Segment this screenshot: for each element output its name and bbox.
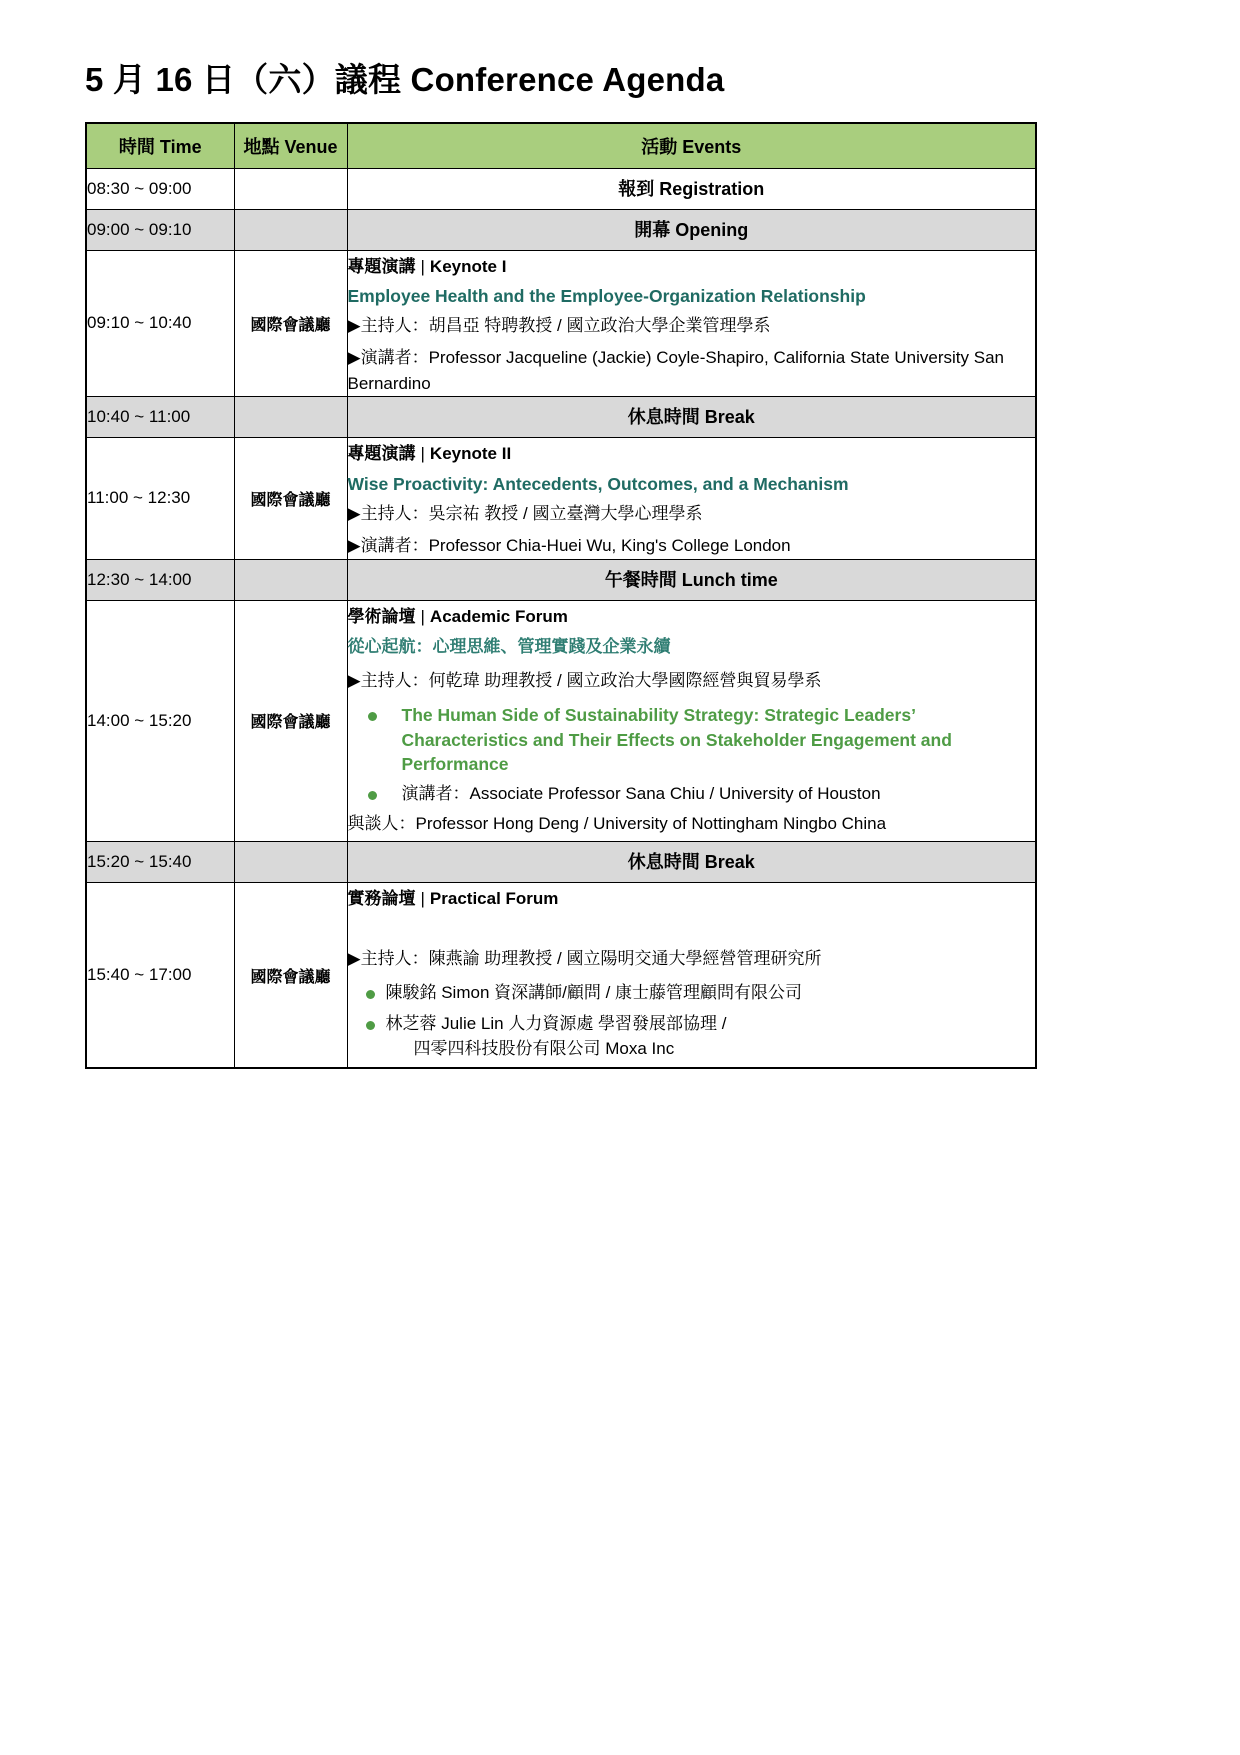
list-item: The Human Side of Sustainability Strategy: Strategic Leaders’ Characteristics and Their Effects on Stakeholder Engagement and Performance [362,703,1036,775]
row-time: 14:00 ~ 15:20 [86,600,234,841]
row-time: 09:10 ~ 10:40 [86,250,234,397]
session-heading-en: Practical Forum [429,889,559,909]
row-time: 11:00 ~ 12:30 [86,438,234,559]
row-time: 12:30 ~ 14:00 [86,559,234,600]
table-row [86,209,1036,250]
row-time: 15:40 ~ 17:00 [86,883,234,1069]
row-venue: 國際會議廳 [234,250,347,397]
forum-bullet-list [348,981,1036,1061]
panelist-name-line: 林芝蓉 Julie Lin 人力資源處 學習發展部協理 / [385,1013,727,1033]
row-time: 09:00 ~ 09:10 [86,209,234,250]
session-heading [348,605,1036,630]
table-row [86,168,1036,209]
session-host: ▶主持人：陳燕諭 助理教授 / 國立陽明交通大學經營管理研究所 [347,948,822,968]
page-title: 5 月 16 日（六）議程 Conference Agenda [85,61,725,98]
blank-spacer [348,918,1036,944]
row-venue: 國際會議廳 [234,438,347,559]
row-event: 休息時間 Break [347,397,1036,438]
row-event [347,600,1036,841]
session-heading-cn: 專題演講 [347,256,416,276]
header-row [86,123,1036,169]
row-event: 午餐時間 Lunch time [347,559,1036,600]
table-row [86,842,1036,883]
session-speaker: ▶演講者：Professor Jacqueline (Jackie) Coyle-Shapiro, California State University San Bernardino [347,348,1004,393]
table-row [86,397,1036,438]
session-host: ▶主持人：胡昌亞 特聘教授 / 國立政治大學企業管理學系 [347,315,771,335]
row-venue: 國際會議廳 [234,883,347,1069]
session-heading-en: Keynote II [429,444,512,464]
heading-separator: | [420,444,425,464]
list-item: 陳駿銘 Simon 資深講師/顧問 / 康士藤管理顧問有限公司 [362,981,1036,1006]
session-discussant: 與談人：Professor Hong Deng / University of Nottingham Ningbo China [347,814,887,834]
column-header-time: 時間 Time [86,123,234,169]
row-venue [234,842,347,883]
row-time: 15:20 ~ 15:40 [86,842,234,883]
table-body [86,168,1036,1068]
keynote-title: Employee Health and the Employee-Organization Relationship [347,286,866,307]
table-header [86,123,1036,169]
session-heading-en: Academic Forum [429,606,568,626]
row-time: 08:30 ~ 09:00 [86,168,234,209]
session-speaker: ▶演講者：Professor Chia-Huei Wu, King's College London [347,536,791,556]
row-event [347,250,1036,397]
row-venue [234,397,347,438]
forum-subtitle: 從心起航：心理思維、管理實踐及企業永續 [347,637,671,657]
table-row [86,559,1036,600]
row-event [347,438,1036,559]
column-header-venue: 地點 Venue [234,123,347,169]
column-header-events: 活動 Events [347,123,1036,169]
forum-bullet-list [348,703,1036,806]
row-venue [234,168,347,209]
row-venue [234,559,347,600]
list-item: 演講者：Associate Professor Sana Chiu / University of Houston [362,782,1036,807]
agenda-table [85,122,1037,1070]
table-row [86,883,1036,1069]
session-host: ▶主持人：吳宗祐 教授 / 國立臺灣大學心理學系 [347,503,703,523]
session-heading [348,887,1036,912]
session-heading-en: Keynote I [429,256,507,276]
session-heading-cn: 專題演講 [347,444,416,464]
row-event [347,883,1036,1069]
row-event: 休息時間 Break [347,842,1036,883]
session-heading-cn: 實務論壇 [347,889,416,909]
panelist-company-line: 四零四科技股份有限公司 Moxa Inc [413,1038,675,1058]
row-event: 報到 Registration [347,168,1036,209]
session-heading [348,255,1036,280]
table-row [86,600,1036,841]
session-heading [348,442,1036,467]
row-event: 開幕 Opening [347,209,1036,250]
row-venue [234,209,347,250]
keynote-title: Wise Proactivity: Antecedents, Outcomes, and a Mechanism [347,474,849,494]
list-item [362,1012,1036,1061]
heading-separator: | [420,256,425,276]
heading-separator: | [420,889,425,909]
session-heading-cn: 學術論壇 [347,606,416,626]
heading-separator: | [420,606,425,626]
table-row [86,438,1036,559]
row-time: 10:40 ~ 11:00 [86,397,234,438]
table-row [86,250,1036,397]
row-venue: 國際會議廳 [234,600,347,841]
session-host: ▶主持人：何乾瑋 助理教授 / 國立政治大學國際經營與貿易學系 [347,670,822,690]
